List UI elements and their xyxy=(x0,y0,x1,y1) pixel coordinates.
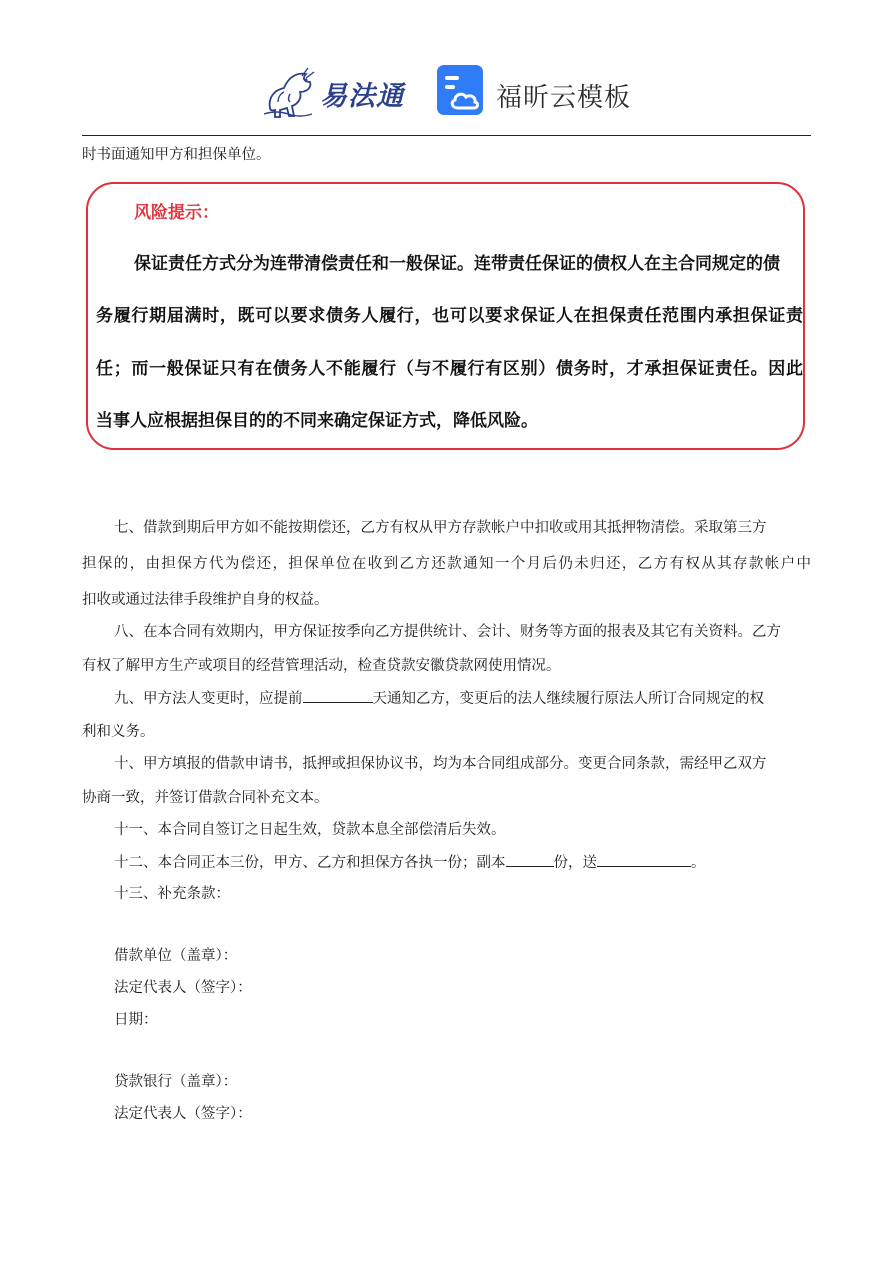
risk-tip-line: 保证责任方式分为连带清偿责任和一般保证。连带责任保证的债权人在主合同规定的债 xyxy=(134,254,780,274)
recipient-blank xyxy=(597,852,691,867)
risk-tip-title: 风险提示： xyxy=(134,203,219,223)
yifatong-logo xyxy=(262,62,414,120)
fuxin-logo xyxy=(436,64,636,118)
clause-9-line: 九、甲方法人变更时，应提前 天通知乙方，变更后的法人继续履行原法人所订合同规定的权 xyxy=(114,688,811,709)
days-blank xyxy=(303,688,373,703)
clause-7-line: 七、借款到期后甲方如不能按期偿还，乙方有权从甲方存款帐户中扣收或用其抵押物清偿。采取第三方 xyxy=(114,520,767,536)
clause-9-line: 利和义务。 xyxy=(82,724,155,740)
date-label: 日期： xyxy=(114,1012,158,1028)
header-divider xyxy=(82,135,811,136)
copies-blank xyxy=(506,852,554,867)
clause-12-line: 十二、本合同正本三份，甲方、乙方和担保方各执一份；副本 份，送 。 xyxy=(114,852,811,873)
clause-7-line: 扣收或通过法律手段维护自身的权益。 xyxy=(82,592,329,608)
yifatong-logo-text: 易法通 xyxy=(320,81,404,112)
bank-seal-label: 贷款银行（盖章）： xyxy=(114,1074,238,1090)
risk-tip-line: 任；而一般保证只有在债务人不能履行（与不履行有区别）债务时，才承担保证责任。因此 xyxy=(96,359,803,379)
continuation-text: 时书面通知甲方和担保单位。 xyxy=(82,147,271,163)
fuxin-logo-text: 福昕云模板 xyxy=(496,83,632,113)
clause-11-line: 十一、本合同自签订之日起生效，贷款本息全部偿清后失效。 xyxy=(114,822,506,838)
document-header xyxy=(0,56,893,126)
borrower-seal-label: 借款单位（盖章）： xyxy=(114,948,238,964)
bank-rep-label: 法定代表人（签字）： xyxy=(114,1106,252,1122)
risk-tip-line: 务履行期届满时，既可以要求债务人履行，也可以要求保证人在担保责任范围内承担保证责 xyxy=(96,306,803,326)
clause-10-line: 协商一致，并签订借款合同补充文本。 xyxy=(82,790,329,806)
clause-7-line: 担保的，由担保方代为偿还，担保单位在收到乙方还款通知一个月后仍未归还，乙方有权从其存款帐户中 xyxy=(82,556,811,572)
clause-8-line: 有权了解甲方生产或项目的经营管理活动，检查贷款安徽贷款网使用情况。 xyxy=(82,658,561,674)
qilin-horse-logo-icon xyxy=(262,64,322,120)
borrower-rep-label: 法定代表人（签字）： xyxy=(114,980,252,996)
clause-10-line: 十、甲方填报的借款申请书，抵押或担保协议书，均为本合同组成部分。变更合同条款，需经甲乙双方 xyxy=(114,756,767,772)
clause-13-line: 十三、补充条款： xyxy=(114,886,230,902)
risk-tip-line: 当事人应根据担保目的的不同来确定保证方式，降低风险。 xyxy=(96,411,538,431)
cloud-document-icon xyxy=(436,64,486,116)
clause-8-line: 八、在本合同有效期内，甲方保证按季向乙方提供统计、会计、财务等方面的报表及其它有关资料。乙方 xyxy=(114,624,781,640)
